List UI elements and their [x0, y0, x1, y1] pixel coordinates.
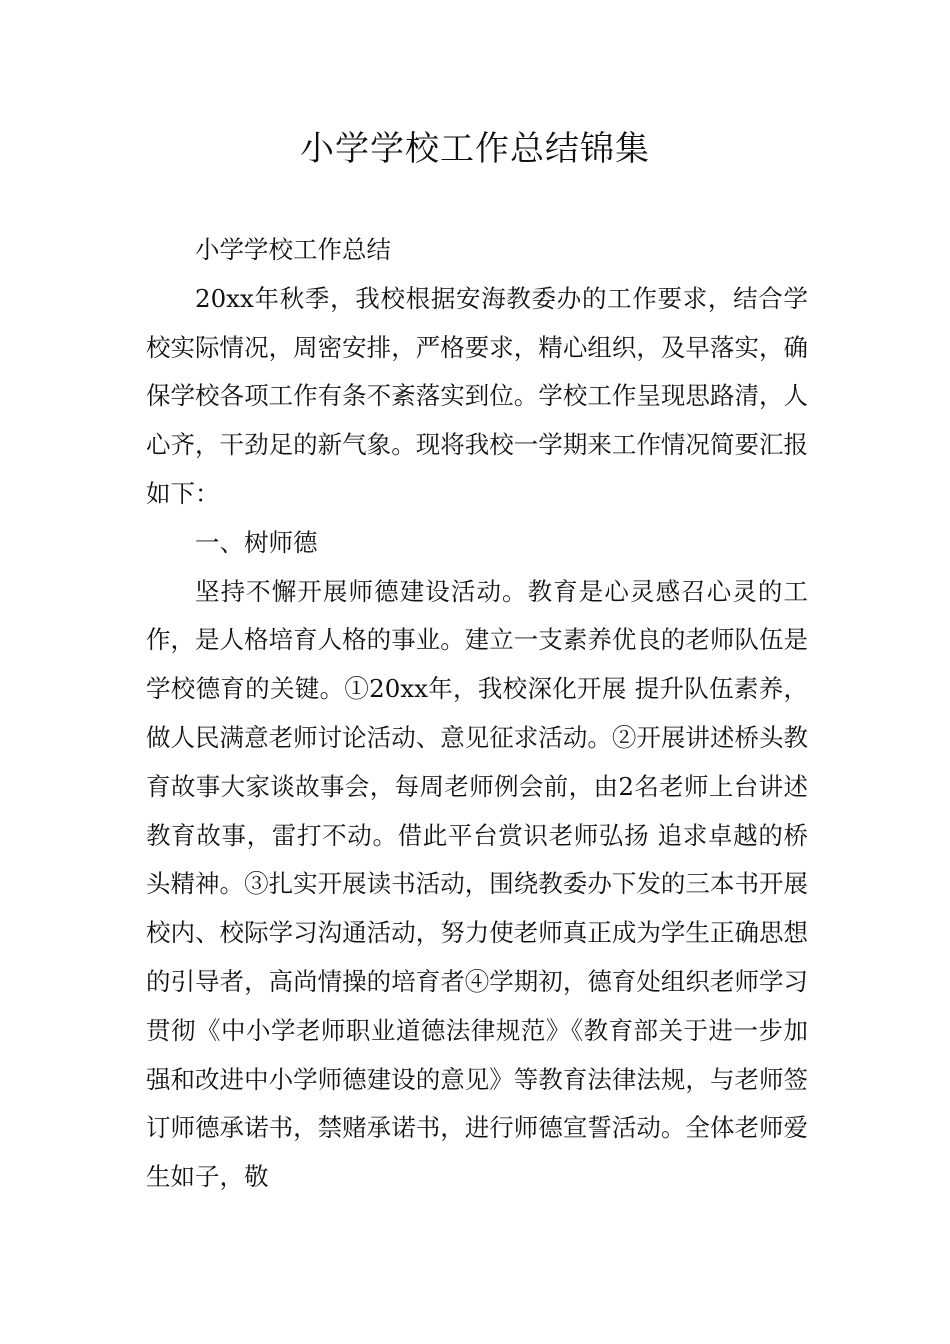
document-title: 小学学校工作总结锦集	[300, 129, 650, 169]
section-heading-summary: 小学学校工作总结	[195, 235, 391, 264]
document-body	[146, 226, 808, 1202]
teacher-ethics-paragraph: 坚持不懈开展师德建设活动。教育是心灵感召心灵的工作，是人格培育人格的事业。建立一支素养优良的老师队伍是学校德育的关键。①20xx年，我校深化开展 提升队伍素养，做人民满意老师讨论活动、意见征求活动。②开展讲述桥头教育故事大家谈故事会，每周老师例会前，由2名老师上台讲述教育故事，雷打不动。借此平台赏识老师弘扬 追求卓越的桥头精神。③扎实开展读书活动，围绕教委办下发的三本书开展校内、校际学习沟通活动，努力使老师真正成为学生正确思想的引导者，高尚情操的培育者④学期初，德育处组织老师学习贯彻《中小学老师职业道德法律规范》《教育部关于进一步加强和改进中小学师德建设的意见》等教育法律法规，与老师签订师德承诺书，禁赌承诺书，进行师德宣誓活动。全体老师爱生如子，敬	[146, 576, 808, 1192]
intro-paragraph: 20xx年秋季，我校根据安海教委办的工作要求，结合学校实际情况，周密安排，严格要求，精心组织，及早落实，确保学校各项工作有条不紊落实到位。学校工作呈现思路清，人心齐，干劲足的新气象。现将我校一学期来工作情况简要汇报如下：	[146, 283, 808, 508]
section-heading-teacher-ethics: 一、树师德	[195, 527, 318, 557]
